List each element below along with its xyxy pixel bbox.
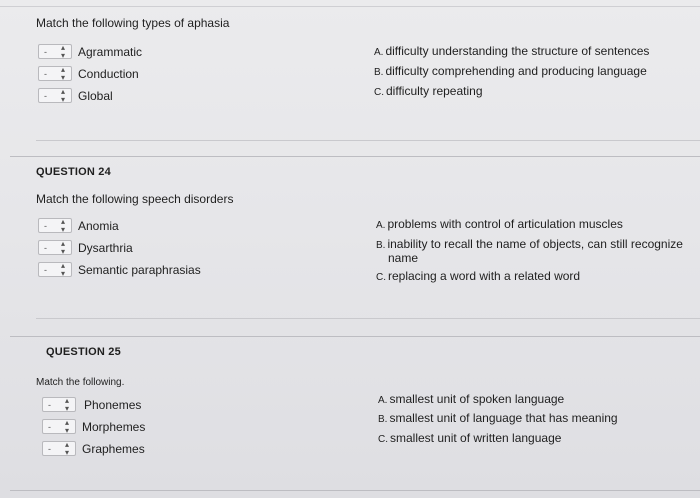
match-row xyxy=(38,88,113,103)
answer-option-continuation: name xyxy=(388,251,419,265)
answer-select[interactable]: - ▴ ▾ xyxy=(42,419,76,434)
answer-select[interactable]: - ▴ ▾ xyxy=(42,441,76,456)
select-arrows-icon: ▴ ▾ xyxy=(60,86,65,104)
select-arrows-icon: ▴ ▾ xyxy=(60,64,65,82)
answer-option: A. problems with control of articulation muscles xyxy=(376,217,623,231)
match-item-label: Semantic paraphrasias xyxy=(78,262,201,277)
select-arrows-icon: ▴ ▾ xyxy=(64,417,69,435)
answer-select[interactable]: - ▴ ▾ xyxy=(38,240,72,255)
select-arrows-icon: ▴ ▾ xyxy=(60,42,65,60)
answer-select[interactable]: - ▴ ▾ xyxy=(42,397,76,412)
question-heading: QUESTION 24 xyxy=(36,166,111,178)
answer-option: C. smallest unit of written language xyxy=(378,431,562,445)
match-item-label: Morphemes xyxy=(82,419,146,434)
match-item-label: Graphemes xyxy=(82,441,145,456)
answer-select[interactable]: - ▴ ▾ xyxy=(38,44,72,59)
match-row xyxy=(42,419,145,434)
answer-option: A. smallest unit of spoken language xyxy=(378,392,565,406)
select-arrows-icon: ▴ ▾ xyxy=(64,439,69,457)
question-prompt: Match the following types of aphasia xyxy=(36,16,230,30)
match-row xyxy=(42,397,141,412)
select-arrows-icon: ▴ ▾ xyxy=(60,216,65,234)
match-item-label: Agrammatic xyxy=(78,44,143,59)
question-separator xyxy=(10,336,700,337)
match-row xyxy=(38,44,142,59)
match-row xyxy=(42,441,145,456)
question-prompt: Match the following. xyxy=(36,377,125,388)
select-arrows-icon: ▴ ▾ xyxy=(60,260,65,278)
question-divider xyxy=(36,140,700,141)
select-arrows-icon: ▴ ▾ xyxy=(64,395,69,413)
match-item-label: Conduction xyxy=(78,66,139,81)
answer-select[interactable]: - ▴ ▾ xyxy=(38,262,72,277)
answer-option: B. difficulty comprehending and producing language xyxy=(374,64,647,78)
answer-option: C. difficulty repeating xyxy=(374,84,483,98)
answer-select[interactable]: - ▴ ▾ xyxy=(38,66,72,81)
answer-option: B. smallest unit of language that has meaning xyxy=(378,411,618,425)
answer-select[interactable]: - ▴ ▾ xyxy=(38,88,72,103)
question-separator xyxy=(10,156,700,157)
panel-top-border xyxy=(0,6,700,7)
answer-option: A. difficulty understanding the structure of sentences xyxy=(374,44,650,58)
answer-option: B. inability to recall the name of objects, can still recognize xyxy=(376,237,683,251)
match-item-label: Global xyxy=(78,88,113,103)
match-row xyxy=(38,262,201,277)
question-prompt: Match the following speech disorders xyxy=(36,192,234,206)
match-item-label: Phonemes xyxy=(84,397,142,412)
answer-option: C. replacing a word with a related word xyxy=(376,269,581,283)
answer-select[interactable]: - ▴ ▾ xyxy=(38,218,72,233)
match-row xyxy=(38,66,139,81)
question-divider xyxy=(36,318,700,319)
match-row xyxy=(38,218,119,233)
match-row xyxy=(38,240,133,255)
match-item-label: Dysarthria xyxy=(78,240,133,255)
question-heading: QUESTION 25 xyxy=(46,346,121,358)
select-arrows-icon: ▴ ▾ xyxy=(60,238,65,256)
match-item-label: Anomia xyxy=(78,218,119,233)
question-separator xyxy=(10,490,700,491)
